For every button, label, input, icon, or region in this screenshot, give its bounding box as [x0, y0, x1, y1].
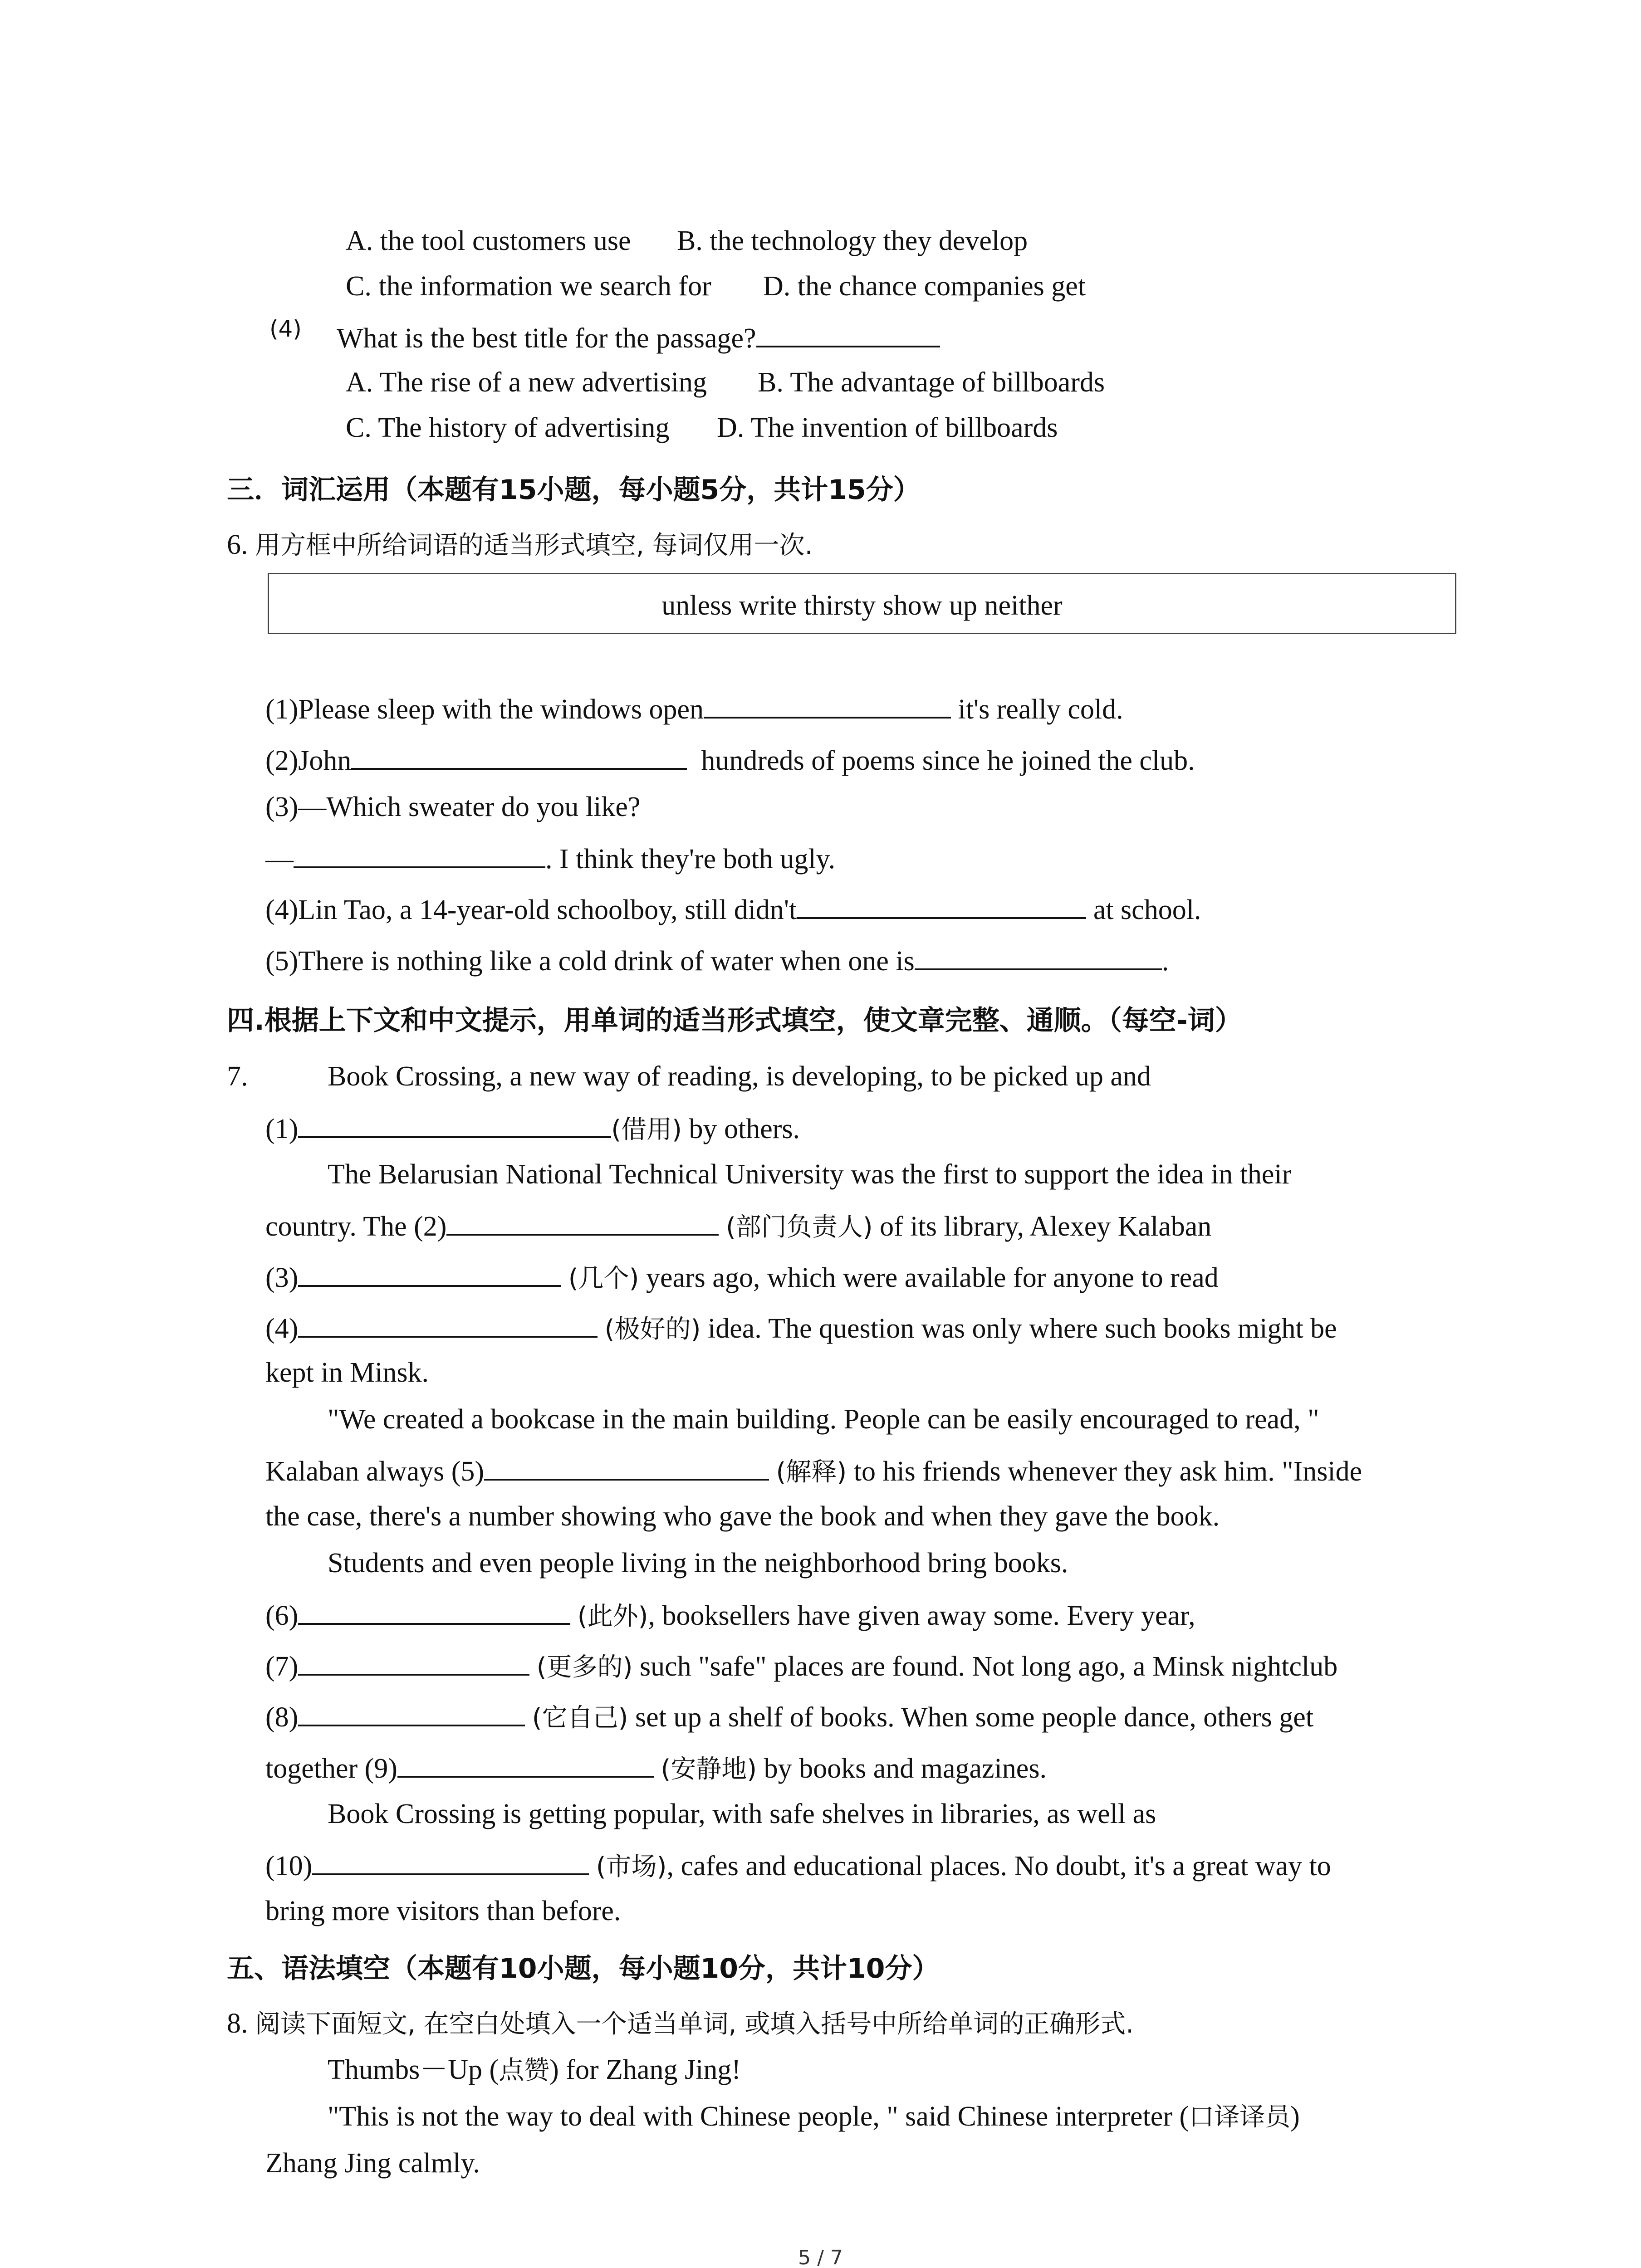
answer-blank: [312, 1851, 589, 1875]
option-c: C. the information we search for: [346, 271, 711, 302]
answer-blank: [915, 946, 1162, 970]
answer-blank: [351, 745, 687, 770]
passage-line: country. The (2) (部门负责人) of its library, Alexey Kalaban: [265, 1211, 1212, 1242]
question-number: 8.: [227, 2008, 248, 2039]
fill-item: (1)Please sleep with the windows open it's really cold.: [265, 694, 1123, 725]
question-text: What is the best title for the passage?: [337, 323, 940, 352]
option-a: A. the tool customers use: [346, 225, 631, 256]
answer-blank: [298, 1651, 529, 1676]
answer-blank: [397, 1753, 654, 1778]
fill-item: (4)Lin Tao, a 14-year-old schoolboy, still didn't at school.: [265, 894, 1201, 925]
answer-blank: [484, 1456, 769, 1481]
answer-blank: [298, 1702, 525, 1726]
passage-line: "We created a bookcase in the main building. People can be easily encouraged to read, ": [328, 1404, 1319, 1435]
section-heading: 三．词汇运用（本题有15小题，每小题5分，共计15分）: [227, 474, 921, 506]
answer-blank: [298, 1313, 598, 1338]
fill-item: (5)There is nothing like a cold drink of water when one is .: [265, 946, 1169, 977]
question-number: 7.: [227, 1061, 248, 1092]
passage-line: Book Crossing, a new way of reading, is developing, to be picked up and: [328, 1061, 1151, 1092]
section-heading: 五、语法填空（本题有10小题，每小题10分，共计10分）: [227, 1953, 940, 1984]
passage-line: the case, there's a number showing who gave the book and when they gave the book.: [265, 1501, 1220, 1532]
passage-line: Students and even people living in the neighborhood bring books.: [328, 1548, 1068, 1579]
instruction: 用方框中所给词语的适当形式填空, 每词仅用一次.: [255, 531, 813, 560]
fill-item: — . I think they're both ugly.: [265, 844, 836, 875]
question-line: [227, 531, 813, 559]
passage-line: Kalaban always (5) (解释) to his friends whenever they ask him. "Inside: [265, 1456, 1362, 1487]
answer-blank: [298, 1114, 611, 1138]
passage-line: kept in Minsk.: [265, 1357, 429, 1388]
passage-line: (7) (更多的) such "safe" places are found. Not long ago, a Minsk nightclub: [265, 1651, 1338, 1682]
section-heading: 四.根据上下文和中文提示，用单词的适当形式填空，使文章完整、通顺。（每空-词）: [227, 1005, 1242, 1036]
fill-item: (2)John hundreds of poems since he joined the club.: [265, 745, 1195, 776]
answer-blank: [294, 844, 545, 868]
question-number: 6.: [227, 529, 248, 560]
passage-line: (1) (借用) by others.: [265, 1114, 800, 1144]
option-a: A. The rise of a new advertising: [346, 367, 707, 398]
answer-blank: [704, 694, 951, 719]
answer-blank: [298, 1600, 570, 1625]
passage-line: (3) (几个) years ago, which were available for anyone to read: [265, 1262, 1219, 1293]
question-number: (4): [269, 316, 302, 342]
question-line: [227, 2009, 1134, 2038]
option-c: C. The history of advertising: [346, 412, 670, 443]
fill-item: (3)—Which sweater do you like?: [265, 792, 641, 822]
option-b: B. The advantage of billboards: [758, 367, 1105, 398]
instruction: 阅读下面短文, 在空白处填入一个适当单词, 或填入括号中所给单词的正确形式.: [255, 2009, 1134, 2039]
passage-line: (8) (它自己) set up a shelf of books. When some people dance, others get: [265, 1702, 1314, 1733]
passage-line: (10) (市场), cafes and educational places. No doubt, it's a great way to: [265, 1851, 1331, 1882]
option-d: D. The invention of billboards: [717, 412, 1058, 443]
answer-blank: [446, 1211, 719, 1236]
answer-blank: [797, 894, 1086, 919]
answer-blank: [756, 323, 940, 347]
passage-title: Thumbs－Up (点赞) for Zhang Jing!: [328, 2054, 741, 2085]
passage-line: together (9) (安静地) by books and magazines.: [265, 1753, 1047, 1784]
answer-blank: [298, 1262, 561, 1287]
passage-line: Zhang Jing calmly.: [265, 2148, 480, 2179]
option-d: D. the chance companies get: [763, 271, 1086, 302]
word-box-words: unless write thirsty show up neither: [661, 590, 1063, 621]
passage-line: Book Crossing is getting popular, with safe shelves in libraries, as well as: [328, 1799, 1156, 1829]
passage-line: bring more visitors than before.: [265, 1896, 621, 1926]
passage-line: The Belarusian National Technical University was the first to support the idea in their: [328, 1159, 1292, 1190]
word-box: [268, 573, 1456, 634]
page-number: 5 / 7: [798, 2246, 843, 2268]
option-b: B. the technology they develop: [677, 225, 1028, 256]
passage-line: "This is not the way to deal with Chinese people, " said Chinese interpreter (口译译员): [328, 2101, 1300, 2132]
passage-line: (4) (极好的) idea. The question was only where such books might be: [265, 1313, 1337, 1344]
passage-line: (6) (此外), booksellers have given away some. Every year,: [265, 1600, 1195, 1631]
